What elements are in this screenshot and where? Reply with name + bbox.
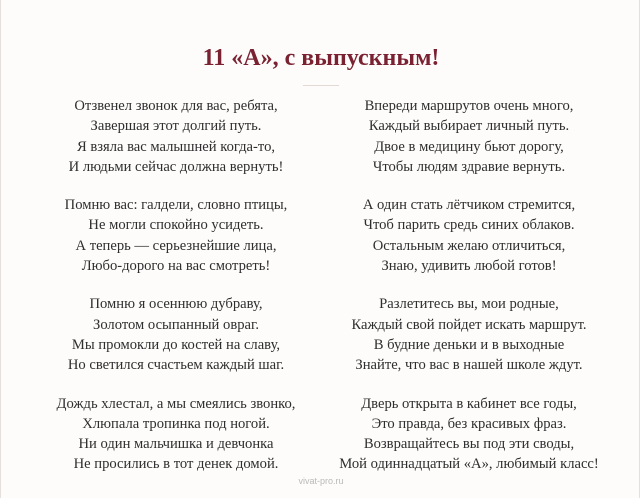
poem-line: Двое в медицину бьют дорогу, — [374, 138, 564, 155]
poem-line: Но светился счастьем каждый шаг. — [67, 357, 285, 374]
poem-line: Ни один мальчишка и девчонка — [78, 436, 274, 453]
poem-line: Это правда, без красивых фраз. — [371, 415, 567, 432]
poem-line: Золотом осыпанный овраг. — [93, 316, 259, 333]
poem-line: Не просились в тот денек домой. — [73, 456, 279, 473]
poem-line: Дверь открыта в кабинет все годы, — [361, 395, 577, 412]
poem-title: 11 «А», с выпускным! — [202, 45, 440, 71]
poem-line: Дождь хлестал, а мы смеялись звонко, — [56, 395, 296, 412]
poem-column-left — [26, 96, 326, 493]
stanza — [319, 96, 619, 177]
stanza — [26, 96, 326, 177]
poem-line: Отзвенел звонок для вас, ребята, — [74, 98, 278, 114]
stanza — [319, 394, 619, 475]
poem-line: В будние деньки и в выходные — [373, 336, 565, 353]
poem-line: Помню вас: галдели, словно птицы, — [64, 197, 288, 214]
poem-line: Чтобы людям здравие вернуть. — [372, 158, 566, 175]
poem-line: Завершая этот долгий путь. — [90, 118, 262, 135]
poem-line: Не могли спокойно усидеть. — [88, 217, 264, 234]
poem-line: Хлюпала тропинка под ногой. — [82, 415, 270, 432]
poem-line: Помню я осеннюю дубраву, — [89, 296, 263, 313]
poem-line: Остальным желаю отличиться, — [372, 237, 566, 254]
poem-line: Возвращайтесь вы под эти своды, — [363, 436, 575, 453]
poem-line: Каждый свой пойдет искать маршрут. — [351, 316, 587, 333]
site-footer-label: vivat-pro.ru — [298, 476, 344, 486]
poem-column-right — [319, 96, 619, 493]
poem-line: А теперь — серьезнейшие лица, — [75, 237, 277, 254]
poem-line: Я взяла вас малышней когда-то, — [76, 138, 276, 155]
title-divider — [303, 85, 339, 86]
poem-line: Любо-дорого на вас смотреть! — [81, 258, 271, 275]
poem-line: Чтоб парить средь синих облаков. — [363, 217, 575, 234]
stanza — [26, 294, 326, 375]
poem-line: И людьми сейчас должна вернуть! — [68, 158, 284, 175]
poem-line: Знаю, удивить любой готов! — [381, 258, 557, 275]
poem-line: Мой одиннадцатый «А», любимый класс! — [339, 456, 599, 473]
poem-line: А один стать лётчиком стремится, — [362, 197, 576, 214]
poem-line: Каждый выбирает личный путь. — [368, 118, 570, 135]
poem-line: Мы промокли до костей на славу, — [71, 336, 281, 353]
poem-line: Впереди маршрутов очень много, — [364, 98, 574, 114]
stanza — [319, 294, 619, 375]
poem-line: Разлетитесь вы, мои родные, — [379, 296, 559, 313]
stanza — [319, 195, 619, 276]
stanza — [26, 195, 326, 276]
poem-line: Знайте, что вас в нашей школе ждут. — [355, 357, 583, 374]
stanza — [26, 394, 326, 475]
